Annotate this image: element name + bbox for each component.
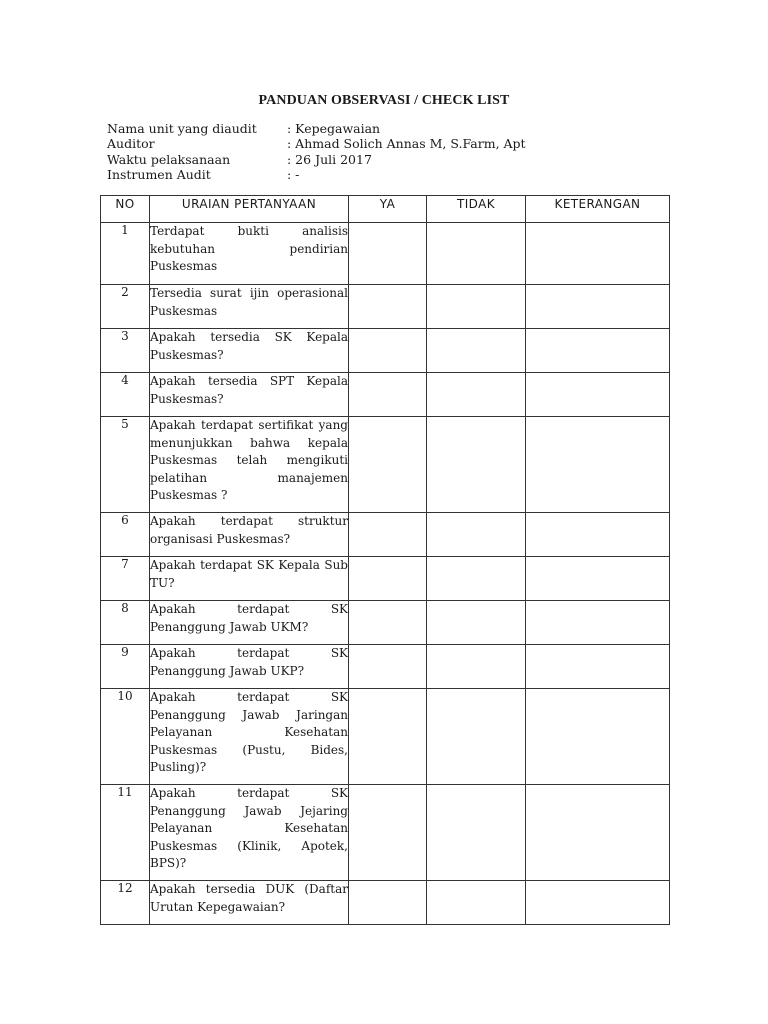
page-title: PANDUAN OBSERVASI / CHECK LIST xyxy=(258,93,510,108)
keterangan-cell[interactable] xyxy=(526,881,670,925)
table-row xyxy=(101,417,670,513)
question-text: Apakah terdapat sertifikat yang menunjukkan bahwa kepala Puskesmas telah mengikuti pelatihan manajemen Puskesmas ? xyxy=(150,417,349,513)
tidak-cell[interactable] xyxy=(427,285,526,329)
question-text: Apakah terdapat SK Kepala Sub TU? xyxy=(150,557,349,601)
column-header-question: URAIAN PERTANYAAN xyxy=(150,196,349,223)
question-text: Apakah terdapat SK Penanggung Jawab UKP? xyxy=(150,645,349,689)
ya-cell[interactable] xyxy=(349,785,427,881)
table-row xyxy=(101,373,670,417)
tidak-cell[interactable] xyxy=(427,223,526,285)
ya-cell[interactable] xyxy=(349,689,427,785)
table-row xyxy=(101,329,670,373)
tidak-cell[interactable] xyxy=(427,601,526,645)
keterangan-cell[interactable] xyxy=(526,557,670,601)
keterangan-cell[interactable] xyxy=(526,373,670,417)
row-number: 7 xyxy=(101,557,150,601)
row-number: 2 xyxy=(101,285,150,329)
row-number: 11 xyxy=(101,785,150,881)
audit-info-label: Instrumen Audit xyxy=(107,167,211,183)
tidak-cell[interactable] xyxy=(427,329,526,373)
row-number: 9 xyxy=(101,645,150,689)
table-row xyxy=(101,223,670,285)
column-header-keterangan: KETERANGAN xyxy=(526,196,670,223)
audit-info-unit xyxy=(107,121,526,136)
checklist-table xyxy=(100,195,670,925)
ya-cell[interactable] xyxy=(349,223,427,285)
table-row xyxy=(101,285,670,329)
row-number: 1 xyxy=(101,223,150,285)
table-row xyxy=(101,689,670,785)
tidak-cell[interactable] xyxy=(427,881,526,925)
table-header-row xyxy=(101,196,670,223)
audit-info-label: Auditor xyxy=(107,136,155,152)
keterangan-cell[interactable] xyxy=(526,645,670,689)
question-text: Apakah tersedia SK Kepala Puskesmas? xyxy=(150,329,349,373)
ya-cell[interactable] xyxy=(349,417,427,513)
audit-info-auditor xyxy=(107,136,526,151)
column-header-no: NO xyxy=(101,196,150,223)
ya-cell[interactable] xyxy=(349,881,427,925)
keterangan-cell[interactable] xyxy=(526,689,670,785)
question-text: Apakah terdapat struktur organisasi Puskesmas? xyxy=(150,513,349,557)
row-number: 8 xyxy=(101,601,150,645)
row-number: 12 xyxy=(101,881,150,925)
audit-info-value: : 26 Juli 2017 xyxy=(287,151,372,167)
tidak-cell[interactable] xyxy=(427,417,526,513)
ya-cell[interactable] xyxy=(349,601,427,645)
ya-cell[interactable] xyxy=(349,557,427,601)
table-row xyxy=(101,513,670,557)
question-text: Apakah terdapat SK Penanggung Jawab Jaringan Pelayanan Kesehatan Puskesmas (Pustu, Bides, Pusling)? xyxy=(150,689,349,785)
question-text: Terdapat bukti analisis kebutuhan pendirian Puskesmas xyxy=(150,223,349,285)
row-number: 5 xyxy=(101,417,150,513)
table-row xyxy=(101,645,670,689)
audit-info-label: Nama unit yang diaudit xyxy=(107,121,257,136)
ya-cell[interactable] xyxy=(349,285,427,329)
column-header-tidak: TIDAK xyxy=(427,196,526,223)
audit-info-value: : - xyxy=(287,167,300,183)
ya-cell[interactable] xyxy=(349,329,427,373)
question-text: Apakah terdapat SK Penanggung Jawab UKM? xyxy=(150,601,349,645)
row-number: 10 xyxy=(101,689,150,785)
keterangan-cell[interactable] xyxy=(526,601,670,645)
tidak-cell[interactable] xyxy=(427,557,526,601)
keterangan-cell[interactable] xyxy=(526,329,670,373)
audit-info-instrument xyxy=(107,167,526,182)
ya-cell[interactable] xyxy=(349,513,427,557)
ya-cell[interactable] xyxy=(349,645,427,689)
tidak-cell[interactable] xyxy=(427,645,526,689)
row-number: 6 xyxy=(101,513,150,557)
keterangan-cell[interactable] xyxy=(526,513,670,557)
keterangan-cell[interactable] xyxy=(526,223,670,285)
keterangan-cell[interactable] xyxy=(526,285,670,329)
row-number: 3 xyxy=(101,329,150,373)
question-text: Apakah tersedia DUK (Daftar Urutan Kepegawaian? xyxy=(150,881,349,925)
tidak-cell[interactable] xyxy=(427,689,526,785)
audit-info-value: : Kepegawaian xyxy=(287,121,381,136)
keterangan-cell[interactable] xyxy=(526,785,670,881)
tidak-cell[interactable] xyxy=(427,785,526,881)
row-number: 4 xyxy=(101,373,150,417)
question-text: Tersedia surat ijin operasional Puskesmas xyxy=(150,285,349,329)
tidak-cell[interactable] xyxy=(427,513,526,557)
audit-info xyxy=(107,121,526,183)
keterangan-cell[interactable] xyxy=(526,417,670,513)
question-text: Apakah terdapat SK Penanggung Jawab Jejaring Pelayanan Kesehatan Puskesmas (Klinik, Apotek, BPS)? xyxy=(150,785,349,881)
table-row xyxy=(101,557,670,601)
table-row xyxy=(101,881,670,925)
table-row xyxy=(101,785,670,881)
column-header-ya: YA xyxy=(349,196,427,223)
question-text: Apakah tersedia SPT Kepala Puskesmas? xyxy=(150,373,349,417)
tidak-cell[interactable] xyxy=(427,373,526,417)
audit-info-value: : Ahmad Solich Annas M, S.Farm, Apt xyxy=(287,136,526,152)
audit-info-label: Waktu pelaksanaan xyxy=(107,151,231,167)
ya-cell[interactable] xyxy=(349,373,427,417)
audit-info-time xyxy=(107,152,526,167)
table-row xyxy=(101,601,670,645)
